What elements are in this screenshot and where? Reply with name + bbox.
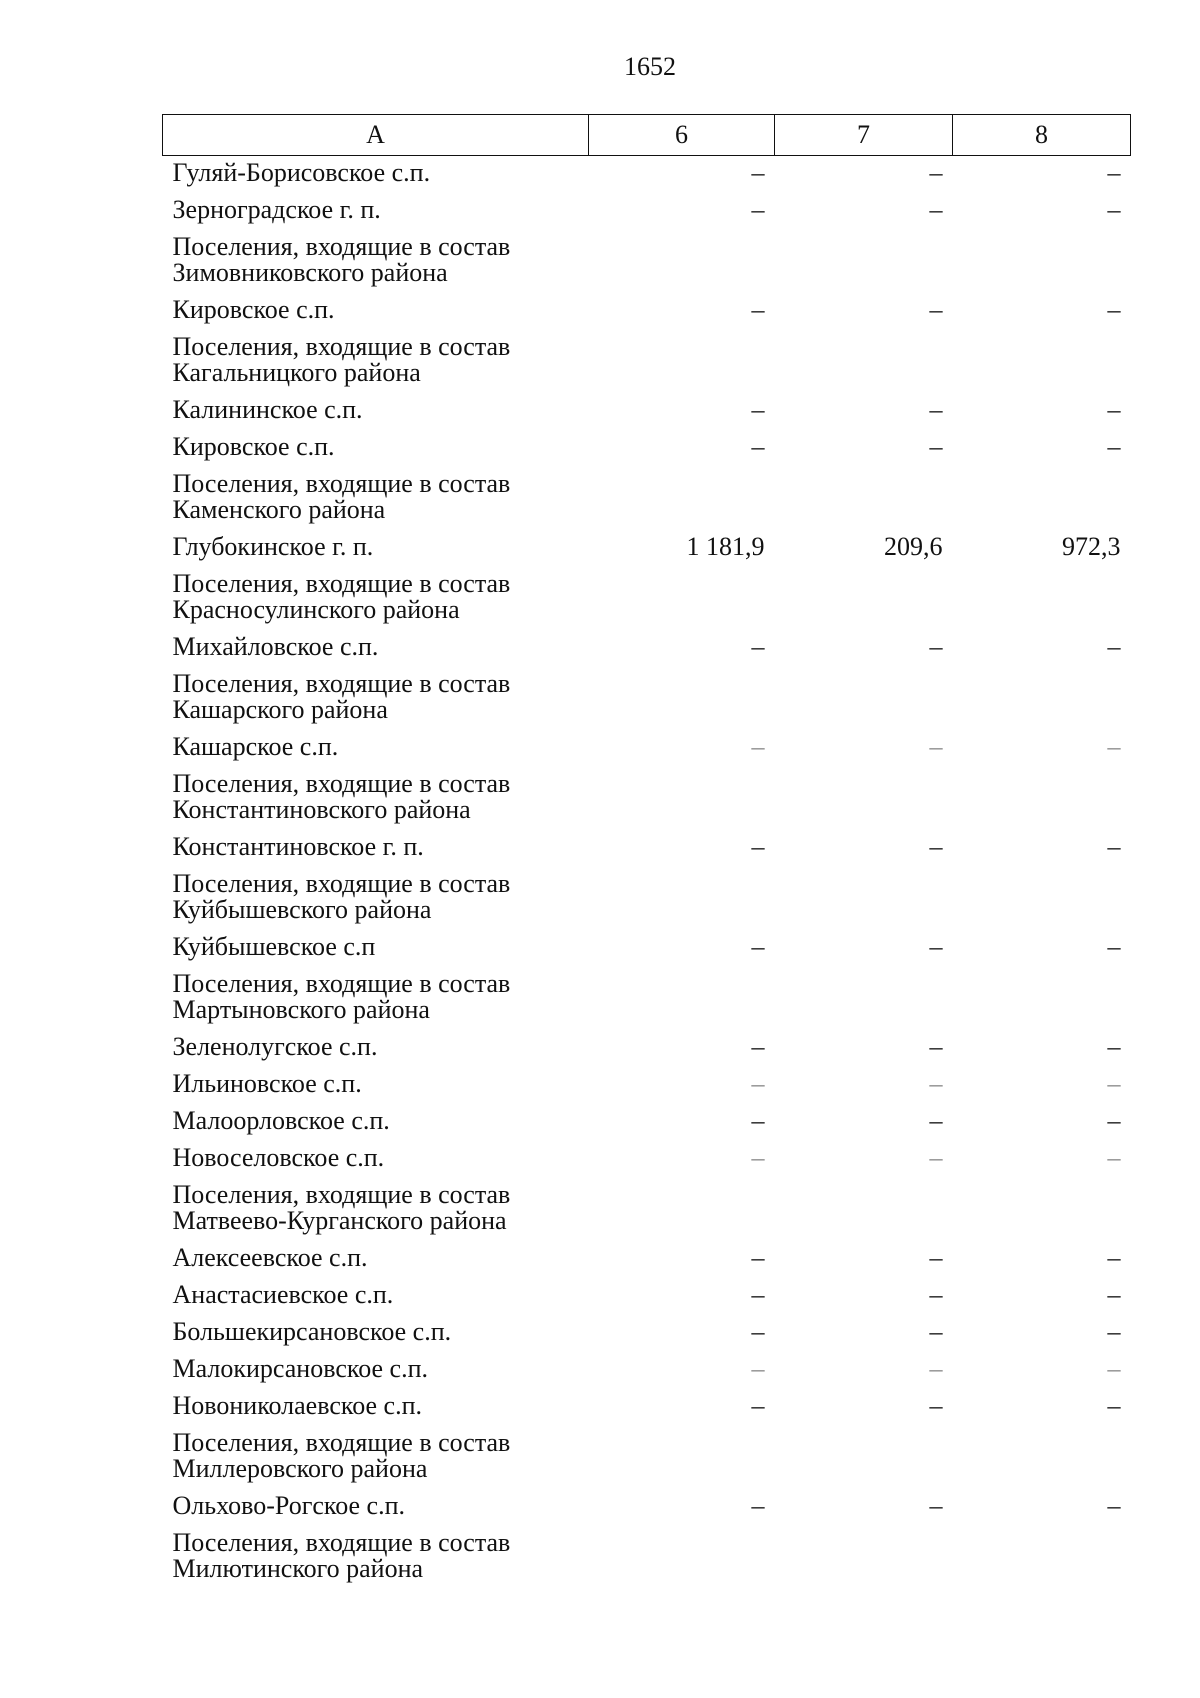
settlement-name: Константиновское г. п. <box>172 832 424 861</box>
value-cell-6 <box>589 156 775 194</box>
table-header <box>163 115 1131 156</box>
dash-value: – <box>1107 1243 1121 1272</box>
dash-value: – <box>1107 1106 1121 1135</box>
header-column-a: А <box>163 115 589 156</box>
dash-value: – <box>929 832 943 861</box>
table-row <box>163 430 1131 467</box>
value-cell-8 <box>953 430 1131 467</box>
group-title: Поселения, входящие в состав Каменского района <box>172 469 511 524</box>
dash-value: – <box>751 295 765 324</box>
value-cell-8 <box>953 830 1131 867</box>
group-title: Поселения, входящие в состав Матвеево-Курганского района <box>172 1180 511 1235</box>
header-column-8: 8 <box>953 115 1131 156</box>
empty-cell <box>953 1426 1131 1489</box>
dash-value: – <box>751 1243 765 1272</box>
group-header-row <box>163 1426 1131 1489</box>
value-cell-6 <box>589 293 775 330</box>
dash-value: – <box>751 732 765 761</box>
group-header-row <box>163 1526 1131 1589</box>
empty-cell <box>589 967 775 1030</box>
table-row <box>163 1241 1131 1278</box>
value-cell-7 <box>775 1067 953 1104</box>
settlement-name: Кашарское с.п. <box>172 732 339 761</box>
dash-value: – <box>929 1491 943 1520</box>
value-cell-8 <box>953 393 1131 430</box>
dash-value: – <box>751 1491 765 1520</box>
empty-cell <box>589 330 775 393</box>
table-row <box>163 1389 1131 1426</box>
dash-value: – <box>1107 832 1121 861</box>
group-title: Поселения, входящие в состав Зимовниковского района <box>172 232 511 287</box>
value-cell-6 <box>589 193 775 230</box>
value-cell-6 <box>589 1241 775 1278</box>
table-row <box>163 630 1131 667</box>
table-body <box>163 156 1131 1590</box>
dash-value: – <box>1107 1032 1121 1061</box>
value-cell-8 <box>953 730 1131 767</box>
dash-value: – <box>929 195 943 224</box>
empty-cell <box>775 230 953 293</box>
table-row <box>163 1104 1131 1141</box>
numeric-value: 209,6 <box>884 532 943 561</box>
settlement-name: Алексеевское с.п. <box>172 1243 368 1272</box>
group-title: Поселения, входящие в состав Красносулинского района <box>172 569 511 624</box>
dash-value: – <box>929 1317 943 1346</box>
dash-value: – <box>751 1391 765 1420</box>
empty-cell <box>953 767 1131 830</box>
group-header-row <box>163 330 1131 393</box>
dash-value: – <box>1107 1317 1121 1346</box>
empty-cell <box>775 1426 953 1489</box>
dash-value: – <box>929 632 943 661</box>
dash-value: – <box>751 432 765 461</box>
settlement-name: Большекирсановское с.п. <box>172 1317 452 1346</box>
empty-cell <box>775 1178 953 1241</box>
empty-cell <box>589 1526 775 1589</box>
group-title: Поселения, входящие в состав Куйбышевского района <box>172 869 511 924</box>
dash-value: – <box>751 1069 765 1098</box>
group-title: Поселения, входящие в состав Кагальницкого района <box>172 332 511 387</box>
group-title: Поселения, входящие в состав Константиновского района <box>172 769 511 824</box>
value-cell-7 <box>775 1241 953 1278</box>
dash-value: – <box>751 1317 765 1346</box>
dash-value: – <box>751 395 765 424</box>
value-cell-8 <box>953 1067 1131 1104</box>
numeric-value: 972,3 <box>1062 532 1121 561</box>
dash-value: – <box>929 932 943 961</box>
table-row <box>163 1489 1131 1526</box>
value-cell-8 <box>953 930 1131 967</box>
table-row <box>163 156 1131 194</box>
value-cell-6 <box>589 830 775 867</box>
value-cell-7 <box>775 530 953 567</box>
value-cell-8 <box>953 1489 1131 1526</box>
dash-value: – <box>929 1106 943 1135</box>
dash-value: – <box>929 395 943 424</box>
table-row <box>163 393 1131 430</box>
value-cell-6 <box>589 1489 775 1526</box>
value-cell-6 <box>589 630 775 667</box>
dash-value: – <box>1107 732 1121 761</box>
value-cell-6 <box>589 930 775 967</box>
settlement-name: Новониколаевское с.п. <box>172 1391 423 1420</box>
dash-value: – <box>1107 195 1121 224</box>
group-title: Поселения, входящие в состав Миллеровского района <box>172 1428 511 1483</box>
value-cell-7 <box>775 1141 953 1178</box>
dash-value: – <box>929 158 943 187</box>
value-cell-8 <box>953 1389 1131 1426</box>
empty-cell <box>589 1426 775 1489</box>
empty-cell <box>775 867 953 930</box>
table-row <box>163 1315 1131 1352</box>
value-cell-7 <box>775 156 953 194</box>
header-column-7: 7 <box>775 115 953 156</box>
dash-value: – <box>751 1143 765 1172</box>
dash-value: – <box>751 932 765 961</box>
group-header-row <box>163 967 1131 1030</box>
empty-cell <box>589 867 775 930</box>
table-row <box>163 930 1131 967</box>
value-cell-7 <box>775 930 953 967</box>
empty-cell <box>775 1526 953 1589</box>
group-header-row <box>163 667 1131 730</box>
dash-value: – <box>1107 1069 1121 1098</box>
dash-value: – <box>751 158 765 187</box>
dash-value: – <box>929 432 943 461</box>
numeric-value: 1 181,9 <box>686 532 765 561</box>
dash-value: – <box>1107 1143 1121 1172</box>
value-cell-6 <box>589 730 775 767</box>
value-cell-8 <box>953 1241 1131 1278</box>
value-cell-7 <box>775 730 953 767</box>
empty-cell <box>953 1178 1131 1241</box>
dash-value: – <box>751 1106 765 1135</box>
settlement-name: Анастасиевское с.п. <box>172 1280 394 1309</box>
settlement-name: Новоселовское с.п. <box>172 1143 385 1172</box>
empty-cell <box>589 767 775 830</box>
value-cell-8 <box>953 1352 1131 1389</box>
settlement-name: Ольхово-Рогское с.п. <box>172 1491 406 1520</box>
empty-cell <box>775 667 953 730</box>
value-cell-7 <box>775 1389 953 1426</box>
value-cell-6 <box>589 1315 775 1352</box>
dash-value: – <box>1107 395 1121 424</box>
table-row <box>163 1067 1131 1104</box>
empty-cell <box>953 867 1131 930</box>
value-cell-7 <box>775 1030 953 1067</box>
value-cell-7 <box>775 1352 953 1389</box>
group-header-row <box>163 1178 1131 1241</box>
settlement-name: Малоорловское с.п. <box>172 1106 390 1135</box>
dash-value: – <box>1107 632 1121 661</box>
empty-cell <box>589 230 775 293</box>
settlement-name: Кировское с.п. <box>172 432 335 461</box>
table-row <box>163 1030 1131 1067</box>
empty-cell <box>589 1178 775 1241</box>
value-cell-8 <box>953 1315 1131 1352</box>
value-cell-8 <box>953 1030 1131 1067</box>
dash-value: – <box>929 732 943 761</box>
dash-value: – <box>751 1280 765 1309</box>
value-cell-8 <box>953 293 1131 330</box>
table-row <box>163 193 1131 230</box>
dash-value: – <box>751 1032 765 1061</box>
table-row <box>163 1278 1131 1315</box>
settlement-name: Зерноградское г. п. <box>172 195 381 224</box>
value-cell-8 <box>953 156 1131 194</box>
value-cell-7 <box>775 830 953 867</box>
value-cell-6 <box>589 1030 775 1067</box>
group-title: Поселения, входящие в состав Милютинского района <box>172 1528 511 1583</box>
group-header-row <box>163 867 1131 930</box>
data-table <box>162 114 1131 1589</box>
empty-cell <box>775 467 953 530</box>
empty-cell <box>589 467 775 530</box>
dash-value: – <box>1107 158 1121 187</box>
value-cell-6 <box>589 1104 775 1141</box>
value-cell-6 <box>589 1278 775 1315</box>
group-header-row <box>163 567 1131 630</box>
table-row <box>163 530 1131 567</box>
dash-value: – <box>929 1143 943 1172</box>
group-title: Поселения, входящие в состав Мартыновского района <box>172 969 511 1024</box>
group-header-row <box>163 767 1131 830</box>
settlement-name: Михайловское с.п. <box>172 632 379 661</box>
settlement-name: Ильиновское с.п. <box>172 1069 362 1098</box>
dash-value: – <box>1107 1491 1121 1520</box>
settlement-name: Кировское с.п. <box>172 295 335 324</box>
settlement-name: Глубокинское г. п. <box>172 532 374 561</box>
group-header-row <box>163 467 1131 530</box>
empty-cell <box>953 467 1131 530</box>
empty-cell <box>953 567 1131 630</box>
value-cell-7 <box>775 1104 953 1141</box>
table-row <box>163 1352 1131 1389</box>
value-cell-8 <box>953 1278 1131 1315</box>
value-cell-7 <box>775 1315 953 1352</box>
page-number: 1652 <box>624 52 676 81</box>
value-cell-6 <box>589 430 775 467</box>
dash-value: – <box>751 1354 765 1383</box>
dash-value: – <box>751 832 765 861</box>
empty-cell <box>953 330 1131 393</box>
settlement-name: Зеленолугское с.п. <box>172 1032 378 1061</box>
value-cell-6 <box>589 1352 775 1389</box>
dash-value: – <box>1107 1280 1121 1309</box>
dash-value: – <box>929 1280 943 1309</box>
dash-value: – <box>751 195 765 224</box>
value-cell-8 <box>953 530 1131 567</box>
value-cell-7 <box>775 630 953 667</box>
dash-value: – <box>1107 1354 1121 1383</box>
empty-cell <box>953 967 1131 1030</box>
value-cell-7 <box>775 430 953 467</box>
settlement-name: Калининское с.п. <box>172 395 363 424</box>
value-cell-7 <box>775 293 953 330</box>
empty-cell <box>589 667 775 730</box>
value-cell-6 <box>589 1389 775 1426</box>
dash-value: – <box>929 1243 943 1272</box>
dash-value: – <box>929 1032 943 1061</box>
dash-value: – <box>1107 432 1121 461</box>
empty-cell <box>775 767 953 830</box>
table-row <box>163 1141 1131 1178</box>
settlement-name: Гуляй-Борисовское с.п. <box>172 158 431 187</box>
dash-value: – <box>929 1069 943 1098</box>
dash-value: – <box>1107 1391 1121 1420</box>
value-cell-6 <box>589 1141 775 1178</box>
empty-cell <box>953 1526 1131 1589</box>
empty-cell <box>775 567 953 630</box>
group-title: Поселения, входящие в состав Кашарского района <box>172 669 511 724</box>
settlement-name: Куйбышевское с.п <box>172 932 376 961</box>
value-cell-7 <box>775 193 953 230</box>
value-cell-8 <box>953 1141 1131 1178</box>
dash-value: – <box>1107 932 1121 961</box>
value-cell-6 <box>589 1067 775 1104</box>
empty-cell <box>775 330 953 393</box>
dash-value: – <box>929 1391 943 1420</box>
value-cell-6 <box>589 530 775 567</box>
table-row <box>163 830 1131 867</box>
value-cell-8 <box>953 1104 1131 1141</box>
empty-cell <box>953 230 1131 293</box>
empty-cell <box>953 667 1131 730</box>
empty-cell <box>775 967 953 1030</box>
header-column-6: 6 <box>589 115 775 156</box>
value-cell-7 <box>775 393 953 430</box>
value-cell-8 <box>953 630 1131 667</box>
empty-cell <box>589 567 775 630</box>
group-header-row <box>163 230 1131 293</box>
dash-value: – <box>929 295 943 324</box>
table-row <box>163 730 1131 767</box>
value-cell-6 <box>589 393 775 430</box>
dash-value: – <box>1107 295 1121 324</box>
settlement-name: Малокирсановское с.п. <box>172 1354 429 1383</box>
dash-value: – <box>751 632 765 661</box>
value-cell-8 <box>953 193 1131 230</box>
value-cell-7 <box>775 1489 953 1526</box>
dash-value: – <box>929 1354 943 1383</box>
table-row <box>163 293 1131 330</box>
value-cell-7 <box>775 1278 953 1315</box>
